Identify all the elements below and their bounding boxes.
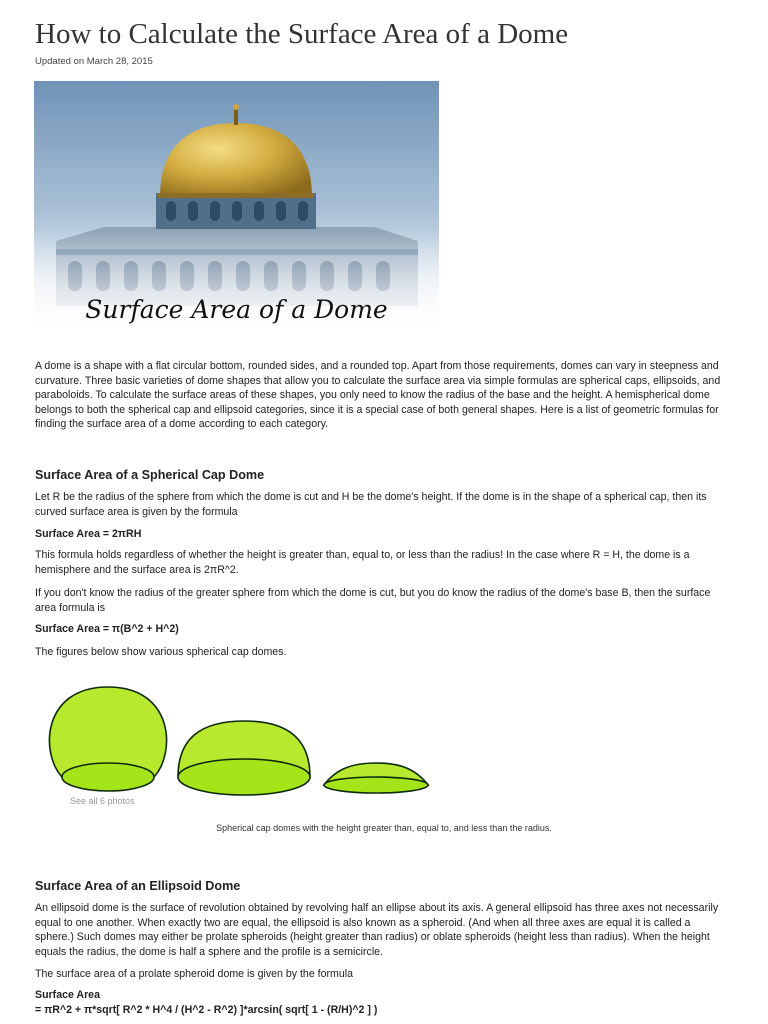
see-all-photos-link[interactable]: See all 6 photos xyxy=(70,796,135,806)
intro-paragraph: A dome is a shape with a flat circular bottom, rounded sides, and a rounded top. Apart from those requirements, domes can vary in steepness and curvature. Three basic varieties of dome shapes that allow you to calculate the surface area via simple formulas are spherical caps, ellipsoids, and paraboloids. To calculate the surface areas of these shapes, you only need to know the radius of the base and the height. A hemispherical dome belongs to both the spherical cap and ellipsoid categories, since it is a special case of both general shapes. Here is a list of geometric formulas for finding the surface area of a dome according to each category. xyxy=(35,360,721,431)
dome-hemisphere-base xyxy=(178,759,310,795)
spherical-formula-2: Surface Area = π(B^2 + H^2) xyxy=(35,623,179,635)
ellipsoid-paragraph-2: The surface area of a prolate spheroid dome is given by the formula xyxy=(35,968,353,980)
page-title: How to Calculate the Surface Area of a Dome xyxy=(35,18,569,50)
hero-caption: Surface Area of a Dome xyxy=(85,295,388,324)
dome-taller-than-radius xyxy=(49,687,166,791)
figure-caption: Spherical cap domes with the height greater than, equal to, and less than the radius. xyxy=(216,823,552,833)
updated-date: Updated on March 28, 2015 xyxy=(35,56,153,67)
ellipsoid-formula-expression: = πR^2 + π*sqrt[ R^2 * H^4 / (H^2 - R^2) ]*arcsin( sqrt[ 1 - (R/H)^2 ] ) xyxy=(35,1004,378,1016)
spherical-paragraph-2: This formula holds regardless of whether the height is greater than, equal to, or less than the radius! In the case where R = H, the dome is a hemisphere and the surface area is 2πR^2. xyxy=(35,549,690,576)
spherical-paragraph-4: The figures below show various spherical cap domes. xyxy=(35,646,287,658)
spherical-cap-domes-illustration xyxy=(34,673,439,813)
spherical-formula-1: Surface Area = 2πRH xyxy=(35,528,142,540)
spherical-paragraph-3: If you don't know the radius of the greater sphere from which the dome is cut, but you do know the radius of the dome's base B, then the surface area formula is xyxy=(35,587,711,614)
ellipsoid-formula-label: Surface Area xyxy=(35,989,100,1001)
dome-shorter-than-radius-base xyxy=(324,777,428,793)
dome-taller-than-radius-base xyxy=(62,763,154,791)
section-heading-spherical-cap: Surface Area of a Spherical Cap Dome xyxy=(35,468,265,482)
spherical-paragraph-1: Let R be the radius of the sphere from which the dome is cut and H be the dome's height. If the dome is in the shape of a spherical cap, then its curved surface area is given by the formula xyxy=(35,491,707,518)
section-heading-ellipsoid: Surface Area of an Ellipsoid Dome xyxy=(35,879,241,893)
hero-image[interactable] xyxy=(34,81,439,339)
ellipsoid-paragraph-1: An ellipsoid dome is the surface of revolution obtained by revolving half an ellipse about its axis. A general ellipsoid has three axes not necessarily equal to one another. When exactly two are equal, the ellipsoid is also known as a spheroid. (And when all three axes are equal it is called a sphere.) Such domes may either be prolate spheroids (height greater than radius) or oblate spheroids (height less than radius). When the height equals the radius, the dome is half a sphere and the profile is a semicircle. xyxy=(35,902,719,958)
dome-shorter-than-radius xyxy=(324,763,428,793)
spherical-cap-figure[interactable] xyxy=(34,673,439,813)
dome-hemisphere xyxy=(178,721,310,795)
